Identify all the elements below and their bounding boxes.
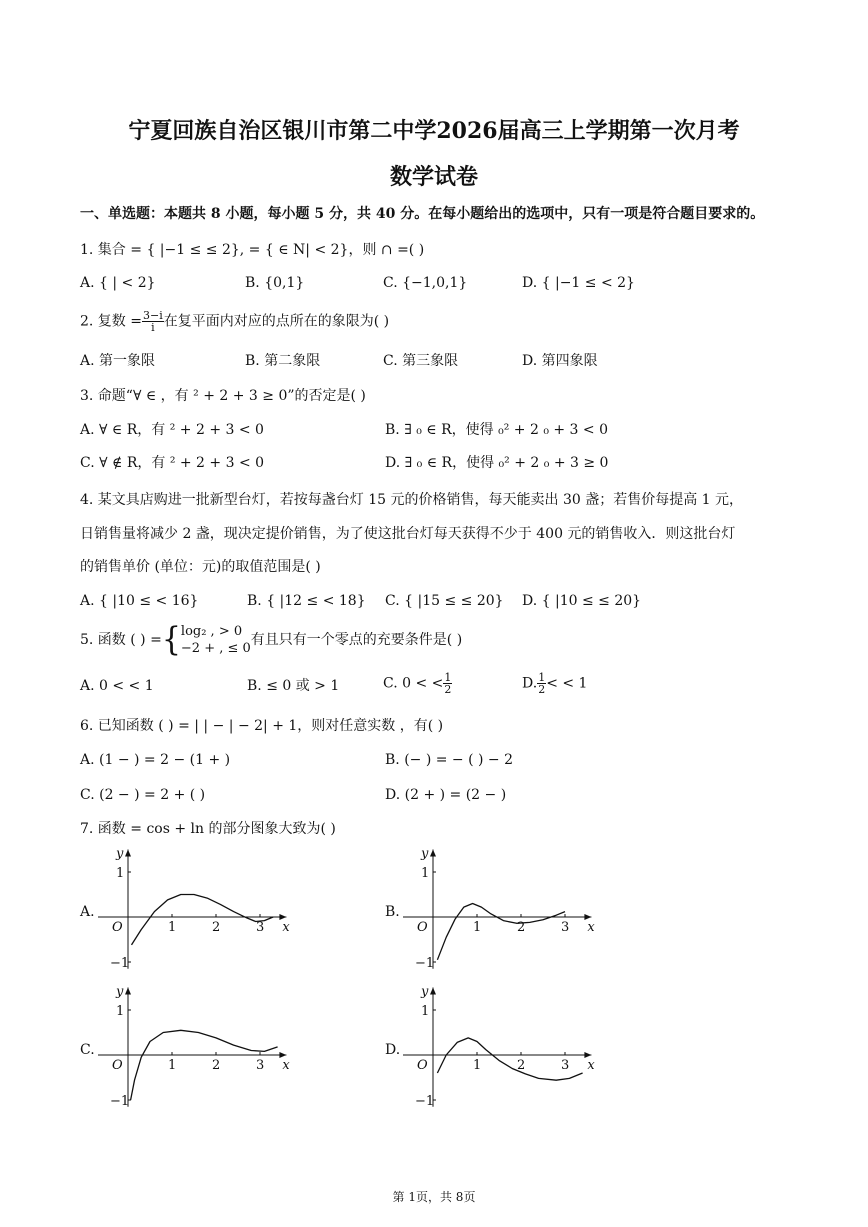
- page-footer: 第 1页，共 8页: [392, 1190, 476, 1204]
- question-2-prefix: 2. 复数 =: [80, 313, 142, 330]
- graph-d-x-tick-3: 3: [561, 1058, 570, 1073]
- question-5-prefix: 5. 函数 ( ) =: [80, 632, 162, 648]
- graph-a-label: A.: [80, 904, 95, 920]
- graph-c-y-arrow: [125, 988, 131, 995]
- graph-b-label: B.: [385, 904, 400, 920]
- graph-b-curve: [437, 904, 565, 960]
- question-5-option-d-prefix: D.: [522, 675, 538, 692]
- question-4-option-d: D. { |10 ≤ ≤ 20}: [522, 593, 642, 609]
- graph-a-x-tick-1: 1: [168, 920, 177, 935]
- question-5-option-c-numerator: 1: [444, 671, 452, 684]
- graph-c-x-tick-1: 1: [168, 1058, 177, 1073]
- graph-a-origin-label: O: [112, 920, 123, 935]
- question-3-option-b: B. ∃ ₀ ∈ R，使得 ₀² + 2 ₀ + 3 < 0: [385, 422, 609, 438]
- graph-c-y-label: y: [116, 984, 124, 1000]
- graph-c-x-tick-3: 3: [256, 1058, 265, 1073]
- graph-a-y-tick-1: 1: [116, 866, 125, 881]
- graph-c-label: C.: [80, 1042, 95, 1058]
- question-6-option-c: C. (2 − ) = 2 + ( ): [80, 787, 206, 803]
- question-5-case-1: log₂ , > 0: [180, 624, 243, 639]
- graph-c-x-tick-2: 2: [212, 1058, 221, 1073]
- section-heading: 一、单选题：本题共 8 小题，每小题 5 分，共 40 分。在每小题给出的选项中，只有一项是符合题目要求的。: [80, 206, 765, 222]
- question-5-option-d-numerator: 1: [538, 671, 546, 684]
- graph-d-y-label: y: [421, 984, 429, 1000]
- graph-a-x-label: x: [282, 920, 290, 935]
- graph-a-x-tick-2: 2: [212, 920, 221, 935]
- graph-b-y-arrow: [430, 850, 436, 857]
- graph-b-x-tick-1: 1: [473, 920, 482, 935]
- graph-c-y-tick-1: 1: [116, 1004, 125, 1019]
- question-6-option-a: A. (1 − ) = 2 − (1 + ): [80, 752, 231, 768]
- exam-title: 宁夏回族自治区银川市第二中学2026届高三上学期第一次月考: [128, 118, 740, 144]
- question-3-option-a: A. ∀ ∈ R，有 ² + 2 + 3 < 0: [80, 422, 264, 438]
- question-2-option-b: B. 第二象限: [245, 353, 321, 369]
- question-4-option-a: A. { |10 ≤ < 16}: [80, 593, 199, 609]
- question-1-option-d: D. { |−1 ≤ < 2}: [522, 275, 635, 291]
- question-3-option-d: D. ∃ ₀ ∈ R，使得 ₀² + 2 ₀ + 3 ≥ 0: [385, 455, 609, 471]
- graph-a-x-tick-3: 3: [256, 920, 265, 935]
- question-5-case-2: −2 + , ≤ 0: [180, 641, 251, 656]
- graph-c-x-label: x: [282, 1058, 290, 1073]
- graph-d-origin-label: O: [417, 1058, 428, 1073]
- question-1-option-c: C. {−1,0,1}: [383, 275, 468, 291]
- graph-d-x-tick-2: 2: [517, 1058, 526, 1073]
- question-6-option-b: B. (− ) = − ( ) − 2: [385, 752, 514, 768]
- graph-d-label: D.: [385, 1042, 401, 1058]
- graph-a-y-tick-neg1: −1: [110, 956, 130, 971]
- question-5-brace: {: [161, 620, 181, 659]
- question-5-option-a: A. 0 < < 1: [80, 678, 154, 694]
- graph-b-y-label: y: [421, 846, 429, 862]
- question-2-denominator: i: [151, 321, 155, 334]
- question-6-stem: 6. 已知函数 ( ) = | | − | − 2| + 1，则对任意实数 ，有( ): [80, 718, 444, 734]
- graph-b-y-tick-1: 1: [421, 866, 430, 881]
- question-4-option-c: C. { |15 ≤ ≤ 20}: [385, 593, 504, 609]
- question-3-option-c: C. ∀ ∉ R，有 ² + 2 + 3 < 0: [80, 455, 265, 471]
- graph-a-y-arrow: [125, 850, 131, 857]
- graph-d-y-tick-neg1: −1: [415, 1094, 435, 1109]
- question-5-suffix: 有且只有一个零点的充要条件是( ): [250, 632, 463, 648]
- question-1-stem: 1. 集合 = { |−1 ≤ ≤ 2}, = { ∈ N| < 2}，则 ∩ =( ): [80, 242, 425, 258]
- graph-a-curve: [132, 895, 274, 945]
- question-5-option-b: B. ≤ 0 或 > 1: [247, 678, 340, 694]
- question-3-stem: 3. 命题“∀ ∈ ，有 ² + 2 + 3 ≥ 0”的否定是( ): [80, 388, 366, 404]
- question-5-option-d-denominator: 2: [538, 683, 546, 696]
- graph-b-x-tick-2: 2: [517, 920, 526, 935]
- question-5-option-d-suffix: < < 1: [546, 675, 588, 692]
- graph-d-y-arrow: [430, 988, 436, 995]
- question-6-option-d: D. (2 + ) = (2 − ): [385, 787, 507, 803]
- exam-subtitle: 数学试卷: [389, 164, 478, 190]
- question-2-option-a: A. 第一象限: [80, 353, 156, 369]
- graph-c-origin-label: O: [112, 1058, 123, 1073]
- question-4-line-2: 日销售量将减少 2 盏，现决定提价销售，为了使这批台灯每天获得不少于 400 元的销售收入．则这批台灯: [80, 526, 736, 542]
- graph-b-origin-label: O: [417, 920, 428, 935]
- question-7-stem: 7. 函数 = cos + ln 的部分图象大致为( ): [80, 821, 336, 837]
- question-2-suffix: 在复平面内对应的点所在的象限为( ): [163, 313, 390, 330]
- question-2-numerator: 3−i: [143, 309, 163, 322]
- graph-b-x-tick-3: 3: [561, 920, 570, 935]
- question-1-option-b: B. {0,1}: [245, 275, 305, 291]
- graph-d-y-tick-1: 1: [421, 1004, 430, 1019]
- question-4-option-b: B. { |12 ≤ < 18}: [247, 593, 366, 609]
- graph-d-x-tick-1: 1: [473, 1058, 482, 1073]
- question-2-option-c: C. 第三象限: [383, 353, 459, 369]
- question-2-option-d: D. 第四象限: [522, 353, 598, 369]
- graph-c-y-tick-neg1: −1: [110, 1094, 130, 1109]
- graph-b-x-label: x: [587, 920, 595, 935]
- question-4-line-3: 的销售单价 (单位：元)的取值范围是( ): [80, 559, 321, 575]
- graph-b-y-tick-neg1: −1: [415, 956, 435, 971]
- graph-d-x-label: x: [587, 1058, 595, 1073]
- question-4-line-1: 4. 某文具店购进一批新型台灯，若按每盏台灯 15 元的价格销售，每天能卖出 30 盏；若售价每提高 1 元，: [80, 492, 744, 508]
- question-1-option-a: A. { | < 2}: [80, 275, 156, 291]
- question-5-option-c-denominator: 2: [444, 683, 452, 696]
- graph-a-y-label: y: [116, 846, 124, 862]
- question-5-option-c-prefix: C. 0 < <: [383, 675, 444, 692]
